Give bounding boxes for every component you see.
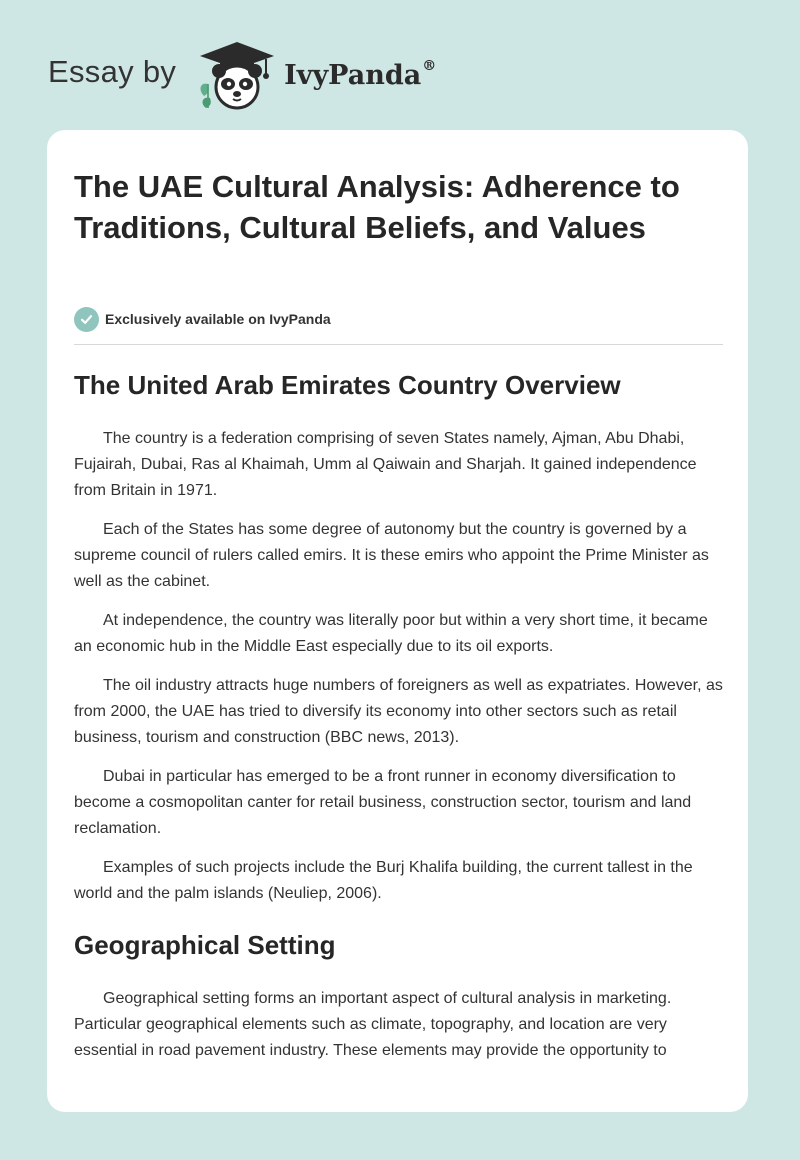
- check-circle-icon: [74, 307, 99, 332]
- exclusive-badge: [74, 306, 331, 332]
- essay-by-label: Essay by: [48, 54, 177, 89]
- brand-name[interactable]: [284, 57, 437, 91]
- section-body-geography: [74, 986, 723, 1077]
- paragraph: The oil industry attracts huge numbers of foreigners as well as expatriates. However, as from 2000, the UAE has tried to diversify its economy into other sectors such as retail business, tourism and construction (BBC news, 2013).: [74, 677, 723, 746]
- section-heading-overview: The United Arab Emirates Country Overview: [74, 370, 621, 400]
- paragraph: The country is a federation comprising of seven States namely, Ajman, Abu Dhabi, Fujairah, Dubai, Ras al Khaimah, Umm al Qaiwain and Sharjah. It gained independence from Britain in 1971.: [74, 430, 697, 499]
- brand-label: IvyPanda: [284, 59, 422, 91]
- exclusive-label: Exclusively available on IvyPanda: [105, 311, 331, 327]
- essay-card: [47, 130, 748, 1112]
- paragraph: At independence, the country was literally poor but within a very short time, it became an economic hub in the Middle East especially due to its oil exports.: [74, 612, 708, 655]
- paragraph: Dubai in particular has emerged to be a front runner in economy diversification to become a cosmopolitan canter for retail business, construction sector, tourism and land reclamation.: [74, 768, 692, 837]
- paragraph: Geographical setting forms an important aspect of cultural analysis in marketing. Particular geographical elements such as climate, topography, and location are very essential in road pavement industry. These elements may provide the opportunity to: [74, 990, 672, 1059]
- panda-graduate-icon[interactable]: [194, 38, 280, 110]
- section-heading-geography: Geographical Setting: [74, 930, 336, 960]
- divider: [74, 344, 723, 345]
- paragraph: Each of the States has some degree of autonomy but the country is governed by a supreme council of rulers called emirs. It is these emirs who appoint the Prime Minister as well as the cabinet.: [74, 521, 709, 590]
- site-header: [48, 38, 436, 110]
- paragraph: Examples of such projects include the Burj Khalifa building, the current tallest in the world and the palm islands (Neuliep, 2006).: [74, 859, 693, 902]
- page-title: The UAE Cultural Analysis: Adherence to Traditions, Cultural Beliefs, and Values: [74, 169, 680, 245]
- section-body-overview: [74, 426, 723, 920]
- registered-mark: ®: [422, 57, 437, 74]
